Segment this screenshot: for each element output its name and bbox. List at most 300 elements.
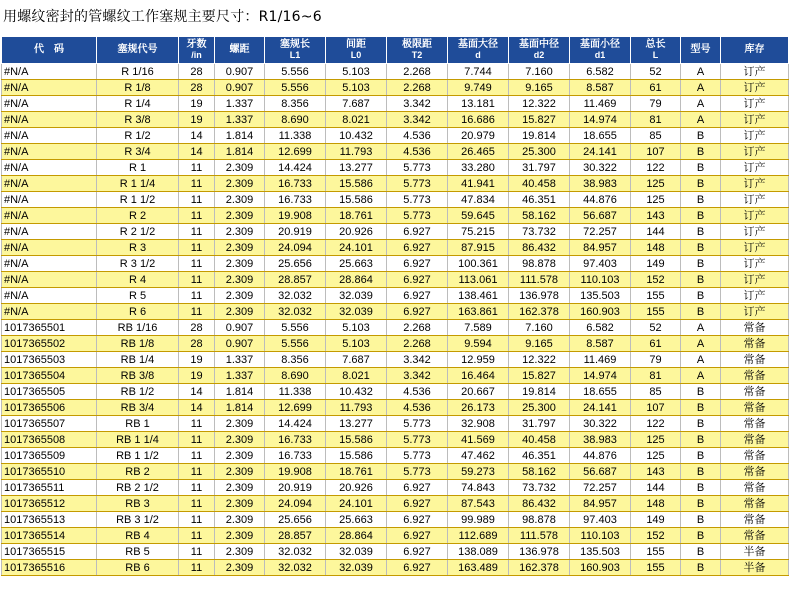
- column-header-label: 间距: [346, 39, 366, 50]
- cell-stock-status: 订产: [721, 288, 789, 304]
- cell-pitch-diameter-d2: 58.162: [509, 464, 570, 480]
- cell-pitch: 0.907: [215, 320, 265, 336]
- cell-stock-status: 订产: [721, 176, 789, 192]
- cell-limit-distance-t2: 2.268: [387, 320, 448, 336]
- cell-pitch: 2.309: [215, 240, 265, 256]
- table-row: [2, 128, 789, 144]
- column-header-label: 基面小径: [580, 39, 620, 50]
- cell-pitch-diameter-d2: 58.162: [509, 208, 570, 224]
- cell-gauge-length-l1: 5.556: [265, 64, 326, 80]
- column-header-gauge-length-l1: [265, 37, 326, 64]
- cell-limit-distance-t2: 6.927: [387, 512, 448, 528]
- cell-threads-per-inch: 28: [179, 80, 215, 96]
- cell-gauge-designation: RB 2: [97, 464, 179, 480]
- cell-minor-diameter-d1: 8.587: [570, 80, 631, 96]
- table-row: [2, 560, 789, 576]
- table-row: [2, 64, 789, 80]
- cell-distance-l0: 28.864: [326, 272, 387, 288]
- cell-gauge-designation: R 1/16: [97, 64, 179, 80]
- cell-pitch: 2.309: [215, 160, 265, 176]
- cell-pitch-diameter-d2: 136.978: [509, 544, 570, 560]
- cell-gauge-length-l1: 5.556: [265, 320, 326, 336]
- cell-gauge-designation: RB 1/2: [97, 384, 179, 400]
- cell-major-diameter-d: 20.667: [448, 384, 509, 400]
- cell-gauge-length-l1: 12.699: [265, 144, 326, 160]
- cell-code: #N/A: [2, 224, 97, 240]
- cell-limit-distance-t2: 5.773: [387, 176, 448, 192]
- cell-major-diameter-d: 138.461: [448, 288, 509, 304]
- cell-model-type: B: [681, 432, 721, 448]
- cell-threads-per-inch: 11: [179, 272, 215, 288]
- cell-distance-l0: 15.586: [326, 448, 387, 464]
- cell-code: #N/A: [2, 176, 97, 192]
- cell-pitch-diameter-d2: 162.378: [509, 560, 570, 576]
- cell-pitch-diameter-d2: 31.797: [509, 160, 570, 176]
- cell-gauge-length-l1: 16.733: [265, 176, 326, 192]
- cell-distance-l0: 24.101: [326, 240, 387, 256]
- cell-gauge-length-l1: 14.424: [265, 160, 326, 176]
- table-row: [2, 400, 789, 416]
- header-row: [2, 37, 789, 64]
- cell-minor-diameter-d1: 6.582: [570, 64, 631, 80]
- cell-limit-distance-t2: 6.927: [387, 272, 448, 288]
- cell-limit-distance-t2: 2.268: [387, 80, 448, 96]
- column-header-gauge-designation: [97, 37, 179, 64]
- table-row: [2, 464, 789, 480]
- cell-minor-diameter-d1: 11.469: [570, 96, 631, 112]
- table-row: [2, 336, 789, 352]
- column-header-pitch-diameter-d2: [509, 37, 570, 64]
- cell-distance-l0: 28.864: [326, 528, 387, 544]
- cell-code: 1017365516: [2, 560, 97, 576]
- cell-gauge-length-l1: 32.032: [265, 288, 326, 304]
- cell-major-diameter-d: 7.589: [448, 320, 509, 336]
- cell-threads-per-inch: 19: [179, 352, 215, 368]
- cell-gauge-designation: R 3: [97, 240, 179, 256]
- cell-pitch: 2.309: [215, 560, 265, 576]
- cell-pitch: 0.907: [215, 80, 265, 96]
- cell-gauge-length-l1: 24.094: [265, 496, 326, 512]
- cell-minor-diameter-d1: 30.322: [570, 160, 631, 176]
- cell-gauge-length-l1: 20.919: [265, 224, 326, 240]
- column-header-sub: d2: [533, 50, 545, 60]
- table-row: [2, 304, 789, 320]
- cell-model-type: B: [681, 288, 721, 304]
- cell-gauge-designation: R 1 1/4: [97, 176, 179, 192]
- cell-stock-status: 常备: [721, 416, 789, 432]
- cell-minor-diameter-d1: 97.403: [570, 256, 631, 272]
- column-header-label: 总长: [645, 39, 666, 50]
- cell-limit-distance-t2: 4.536: [387, 144, 448, 160]
- cell-threads-per-inch: 11: [179, 480, 215, 496]
- cell-code: 1017365509: [2, 448, 97, 464]
- cell-model-type: B: [681, 160, 721, 176]
- cell-minor-diameter-d1: 97.403: [570, 512, 631, 528]
- cell-stock-status: 常备: [721, 528, 789, 544]
- cell-threads-per-inch: 14: [179, 384, 215, 400]
- cell-pitch: 2.309: [215, 544, 265, 560]
- cell-minor-diameter-d1: 56.687: [570, 464, 631, 480]
- table-row: [2, 528, 789, 544]
- column-header-minor-diameter-d1: [570, 37, 631, 64]
- cell-stock-status: 订产: [721, 128, 789, 144]
- cell-pitch-diameter-d2: 111.578: [509, 528, 570, 544]
- cell-pitch: 1.337: [215, 368, 265, 384]
- cell-major-diameter-d: 112.689: [448, 528, 509, 544]
- cell-gauge-designation: RB 3: [97, 496, 179, 512]
- table-row: [2, 272, 789, 288]
- cell-total-length-l: 148: [631, 240, 681, 256]
- cell-pitch-diameter-d2: 7.160: [509, 64, 570, 80]
- cell-limit-distance-t2: 6.927: [387, 240, 448, 256]
- cell-model-type: B: [681, 272, 721, 288]
- cell-pitch-diameter-d2: 19.814: [509, 128, 570, 144]
- cell-model-type: B: [681, 240, 721, 256]
- cell-stock-status: 常备: [721, 480, 789, 496]
- cell-limit-distance-t2: 6.927: [387, 528, 448, 544]
- cell-model-type: B: [681, 416, 721, 432]
- cell-stock-status: 订产: [721, 80, 789, 96]
- cell-model-type: A: [681, 64, 721, 80]
- cell-distance-l0: 32.039: [326, 560, 387, 576]
- cell-gauge-length-l1: 24.094: [265, 240, 326, 256]
- cell-pitch: 2.309: [215, 480, 265, 496]
- cell-pitch: 2.309: [215, 432, 265, 448]
- cell-model-type: A: [681, 112, 721, 128]
- cell-code: #N/A: [2, 64, 97, 80]
- table-row: [2, 112, 789, 128]
- column-header-label: 螺距: [229, 44, 250, 55]
- cell-gauge-designation: R 3 1/2: [97, 256, 179, 272]
- cell-threads-per-inch: 11: [179, 496, 215, 512]
- cell-pitch: 2.309: [215, 272, 265, 288]
- cell-limit-distance-t2: 5.773: [387, 416, 448, 432]
- cell-gauge-designation: RB 2 1/2: [97, 480, 179, 496]
- cell-total-length-l: 61: [631, 80, 681, 96]
- table-row: [2, 384, 789, 400]
- cell-distance-l0: 24.101: [326, 496, 387, 512]
- cell-minor-diameter-d1: 38.983: [570, 176, 631, 192]
- cell-pitch: 0.907: [215, 336, 265, 352]
- cell-limit-distance-t2: 3.342: [387, 112, 448, 128]
- cell-pitch-diameter-d2: 86.432: [509, 240, 570, 256]
- cell-stock-status: 常备: [721, 448, 789, 464]
- cell-major-diameter-d: 87.915: [448, 240, 509, 256]
- cell-major-diameter-d: 47.834: [448, 192, 509, 208]
- table-row: [2, 176, 789, 192]
- cell-pitch-diameter-d2: 9.165: [509, 336, 570, 352]
- table-row: [2, 224, 789, 240]
- cell-limit-distance-t2: 5.773: [387, 464, 448, 480]
- cell-major-diameter-d: 33.280: [448, 160, 509, 176]
- cell-total-length-l: 155: [631, 288, 681, 304]
- cell-pitch: 2.309: [215, 176, 265, 192]
- cell-gauge-designation: R 2 1/2: [97, 224, 179, 240]
- cell-code: #N/A: [2, 128, 97, 144]
- cell-limit-distance-t2: 6.927: [387, 224, 448, 240]
- cell-pitch: 2.309: [215, 528, 265, 544]
- column-header-label: 库存: [744, 44, 765, 55]
- cell-threads-per-inch: 11: [179, 560, 215, 576]
- table-row: [2, 288, 789, 304]
- cell-limit-distance-t2: 4.536: [387, 128, 448, 144]
- cell-stock-status: 订产: [721, 208, 789, 224]
- cell-threads-per-inch: 11: [179, 240, 215, 256]
- cell-code: #N/A: [2, 256, 97, 272]
- cell-stock-status: 常备: [721, 464, 789, 480]
- cell-stock-status: 订产: [721, 256, 789, 272]
- table-row: [2, 368, 789, 384]
- cell-gauge-length-l1: 19.908: [265, 208, 326, 224]
- table-body: [2, 64, 789, 576]
- table-header: [2, 37, 789, 64]
- table-row: [2, 496, 789, 512]
- column-header-label: 塞规代号: [117, 44, 158, 55]
- table-row: [2, 160, 789, 176]
- column-header-sub: L1: [289, 50, 301, 60]
- cell-minor-diameter-d1: 84.957: [570, 240, 631, 256]
- cell-pitch: 1.337: [215, 96, 265, 112]
- column-header-label: 代 码: [34, 44, 64, 55]
- column-header-sub: /in: [191, 50, 202, 60]
- cell-pitch-diameter-d2: 98.878: [509, 256, 570, 272]
- column-header-stock-status: [721, 37, 789, 64]
- cell-total-length-l: 155: [631, 544, 681, 560]
- column-header-sub: L0: [350, 50, 362, 60]
- cell-minor-diameter-d1: 24.141: [570, 144, 631, 160]
- cell-threads-per-inch: 14: [179, 128, 215, 144]
- cell-threads-per-inch: 11: [179, 192, 215, 208]
- cell-pitch: 2.309: [215, 256, 265, 272]
- cell-total-length-l: 52: [631, 320, 681, 336]
- cell-model-type: A: [681, 352, 721, 368]
- cell-total-length-l: 149: [631, 256, 681, 272]
- cell-minor-diameter-d1: 18.655: [570, 384, 631, 400]
- cell-gauge-length-l1: 16.733: [265, 192, 326, 208]
- cell-major-diameter-d: 138.089: [448, 544, 509, 560]
- cell-code: 1017365512: [2, 496, 97, 512]
- column-header-pitch: [215, 37, 265, 64]
- cell-total-length-l: 107: [631, 144, 681, 160]
- cell-minor-diameter-d1: 160.903: [570, 560, 631, 576]
- cell-gauge-designation: R 1 1/2: [97, 192, 179, 208]
- cell-model-type: B: [681, 400, 721, 416]
- cell-major-diameter-d: 26.465: [448, 144, 509, 160]
- cell-stock-status: 常备: [721, 400, 789, 416]
- cell-threads-per-inch: 28: [179, 320, 215, 336]
- cell-limit-distance-t2: 6.927: [387, 304, 448, 320]
- cell-stock-status: 订产: [721, 224, 789, 240]
- cell-minor-diameter-d1: 11.469: [570, 352, 631, 368]
- cell-pitch-diameter-d2: 25.300: [509, 400, 570, 416]
- cell-code: 1017365505: [2, 384, 97, 400]
- cell-stock-status: 常备: [721, 384, 789, 400]
- cell-threads-per-inch: 11: [179, 464, 215, 480]
- cell-distance-l0: 32.039: [326, 288, 387, 304]
- cell-gauge-designation: R 1/8: [97, 80, 179, 96]
- cell-distance-l0: 13.277: [326, 160, 387, 176]
- table-row: [2, 96, 789, 112]
- cell-gauge-length-l1: 8.690: [265, 112, 326, 128]
- cell-code: #N/A: [2, 144, 97, 160]
- cell-major-diameter-d: 59.645: [448, 208, 509, 224]
- cell-pitch: 0.907: [215, 64, 265, 80]
- cell-stock-status: 常备: [721, 320, 789, 336]
- cell-distance-l0: 25.663: [326, 512, 387, 528]
- cell-total-length-l: 85: [631, 384, 681, 400]
- cell-gauge-designation: R 5: [97, 288, 179, 304]
- cell-gauge-length-l1: 25.656: [265, 512, 326, 528]
- table-row: [2, 432, 789, 448]
- cell-stock-status: 订产: [721, 96, 789, 112]
- cell-minor-diameter-d1: 14.974: [570, 112, 631, 128]
- cell-code: 1017365510: [2, 464, 97, 480]
- column-header-sub: T2: [411, 50, 423, 60]
- cell-stock-status: 订产: [721, 192, 789, 208]
- cell-gauge-length-l1: 5.556: [265, 80, 326, 96]
- cell-major-diameter-d: 26.173: [448, 400, 509, 416]
- cell-gauge-designation: R 1/4: [97, 96, 179, 112]
- cell-limit-distance-t2: 3.342: [387, 368, 448, 384]
- cell-pitch-diameter-d2: 86.432: [509, 496, 570, 512]
- cell-minor-diameter-d1: 72.257: [570, 224, 631, 240]
- cell-total-length-l: 155: [631, 304, 681, 320]
- cell-total-length-l: 81: [631, 368, 681, 384]
- cell-gauge-designation: R 3/8: [97, 112, 179, 128]
- table-row: [2, 320, 789, 336]
- cell-distance-l0: 32.039: [326, 304, 387, 320]
- cell-model-type: B: [681, 496, 721, 512]
- table-row: [2, 544, 789, 560]
- cell-model-type: B: [681, 256, 721, 272]
- cell-gauge-designation: R 2: [97, 208, 179, 224]
- cell-code: #N/A: [2, 304, 97, 320]
- cell-minor-diameter-d1: 110.103: [570, 528, 631, 544]
- cell-major-diameter-d: 20.979: [448, 128, 509, 144]
- cell-minor-diameter-d1: 44.876: [570, 448, 631, 464]
- cell-stock-status: 订产: [721, 304, 789, 320]
- cell-gauge-length-l1: 8.356: [265, 96, 326, 112]
- cell-code: #N/A: [2, 192, 97, 208]
- cell-major-diameter-d: 99.989: [448, 512, 509, 528]
- cell-major-diameter-d: 9.749: [448, 80, 509, 96]
- cell-limit-distance-t2: 5.773: [387, 160, 448, 176]
- cell-pitch-diameter-d2: 46.351: [509, 192, 570, 208]
- table-row: [2, 192, 789, 208]
- cell-model-type: B: [681, 528, 721, 544]
- cell-minor-diameter-d1: 44.876: [570, 192, 631, 208]
- cell-model-type: B: [681, 128, 721, 144]
- cell-gauge-designation: RB 1 1/2: [97, 448, 179, 464]
- cell-major-diameter-d: 75.215: [448, 224, 509, 240]
- cell-major-diameter-d: 100.361: [448, 256, 509, 272]
- cell-code: 1017365515: [2, 544, 97, 560]
- cell-pitch: 2.309: [215, 416, 265, 432]
- cell-distance-l0: 15.586: [326, 432, 387, 448]
- cell-stock-status: 订产: [721, 112, 789, 128]
- cell-model-type: B: [681, 144, 721, 160]
- cell-major-diameter-d: 12.959: [448, 352, 509, 368]
- cell-minor-diameter-d1: 135.503: [570, 288, 631, 304]
- cell-code: #N/A: [2, 208, 97, 224]
- cell-total-length-l: 143: [631, 464, 681, 480]
- table-row: [2, 240, 789, 256]
- cell-total-length-l: 122: [631, 416, 681, 432]
- cell-gauge-designation: RB 1 1/4: [97, 432, 179, 448]
- cell-distance-l0: 25.663: [326, 256, 387, 272]
- cell-pitch-diameter-d2: 25.300: [509, 144, 570, 160]
- cell-model-type: B: [681, 560, 721, 576]
- cell-distance-l0: 5.103: [326, 80, 387, 96]
- column-header-label: 牙数: [186, 39, 207, 50]
- cell-gauge-length-l1: 16.733: [265, 432, 326, 448]
- cell-pitch-diameter-d2: 136.978: [509, 288, 570, 304]
- cell-pitch: 2.309: [215, 224, 265, 240]
- cell-limit-distance-t2: 6.927: [387, 480, 448, 496]
- cell-model-type: B: [681, 224, 721, 240]
- cell-total-length-l: 144: [631, 480, 681, 496]
- cell-pitch-diameter-d2: 15.827: [509, 368, 570, 384]
- column-header-total-length-l: [631, 37, 681, 64]
- cell-minor-diameter-d1: 8.587: [570, 336, 631, 352]
- cell-threads-per-inch: 11: [179, 208, 215, 224]
- cell-limit-distance-t2: 4.536: [387, 400, 448, 416]
- cell-distance-l0: 13.277: [326, 416, 387, 432]
- cell-pitch: 1.814: [215, 128, 265, 144]
- column-header-label: 极限距: [402, 39, 432, 50]
- cell-stock-status: 常备: [721, 368, 789, 384]
- cell-major-diameter-d: 163.489: [448, 560, 509, 576]
- column-header-sub: d: [475, 50, 481, 60]
- column-header-limit-distance-t2: [387, 37, 448, 64]
- cell-major-diameter-d: 113.061: [448, 272, 509, 288]
- cell-minor-diameter-d1: 30.322: [570, 416, 631, 432]
- cell-limit-distance-t2: 3.342: [387, 352, 448, 368]
- cell-gauge-length-l1: 32.032: [265, 304, 326, 320]
- cell-gauge-designation: RB 5: [97, 544, 179, 560]
- cell-total-length-l: 143: [631, 208, 681, 224]
- cell-pitch-diameter-d2: 40.458: [509, 176, 570, 192]
- cell-limit-distance-t2: 3.342: [387, 96, 448, 112]
- cell-code: #N/A: [2, 240, 97, 256]
- cell-threads-per-inch: 11: [179, 304, 215, 320]
- cell-distance-l0: 8.021: [326, 112, 387, 128]
- cell-model-type: A: [681, 96, 721, 112]
- cell-threads-per-inch: 11: [179, 544, 215, 560]
- cell-pitch: 2.309: [215, 304, 265, 320]
- cell-threads-per-inch: 28: [179, 336, 215, 352]
- table-row: [2, 416, 789, 432]
- cell-threads-per-inch: 11: [179, 432, 215, 448]
- cell-distance-l0: 11.793: [326, 400, 387, 416]
- cell-total-length-l: 125: [631, 432, 681, 448]
- cell-gauge-length-l1: 32.032: [265, 544, 326, 560]
- table-row: [2, 448, 789, 464]
- cell-total-length-l: 149: [631, 512, 681, 528]
- cell-distance-l0: 5.103: [326, 320, 387, 336]
- cell-gauge-length-l1: 32.032: [265, 560, 326, 576]
- cell-gauge-designation: R 6: [97, 304, 179, 320]
- cell-gauge-designation: R 1: [97, 160, 179, 176]
- cell-code: 1017365501: [2, 320, 97, 336]
- column-header-code: [2, 37, 97, 64]
- cell-pitch-diameter-d2: 73.732: [509, 480, 570, 496]
- cell-gauge-length-l1: 16.733: [265, 448, 326, 464]
- cell-model-type: B: [681, 208, 721, 224]
- table-row: [2, 144, 789, 160]
- cell-threads-per-inch: 11: [179, 528, 215, 544]
- cell-code: #N/A: [2, 272, 97, 288]
